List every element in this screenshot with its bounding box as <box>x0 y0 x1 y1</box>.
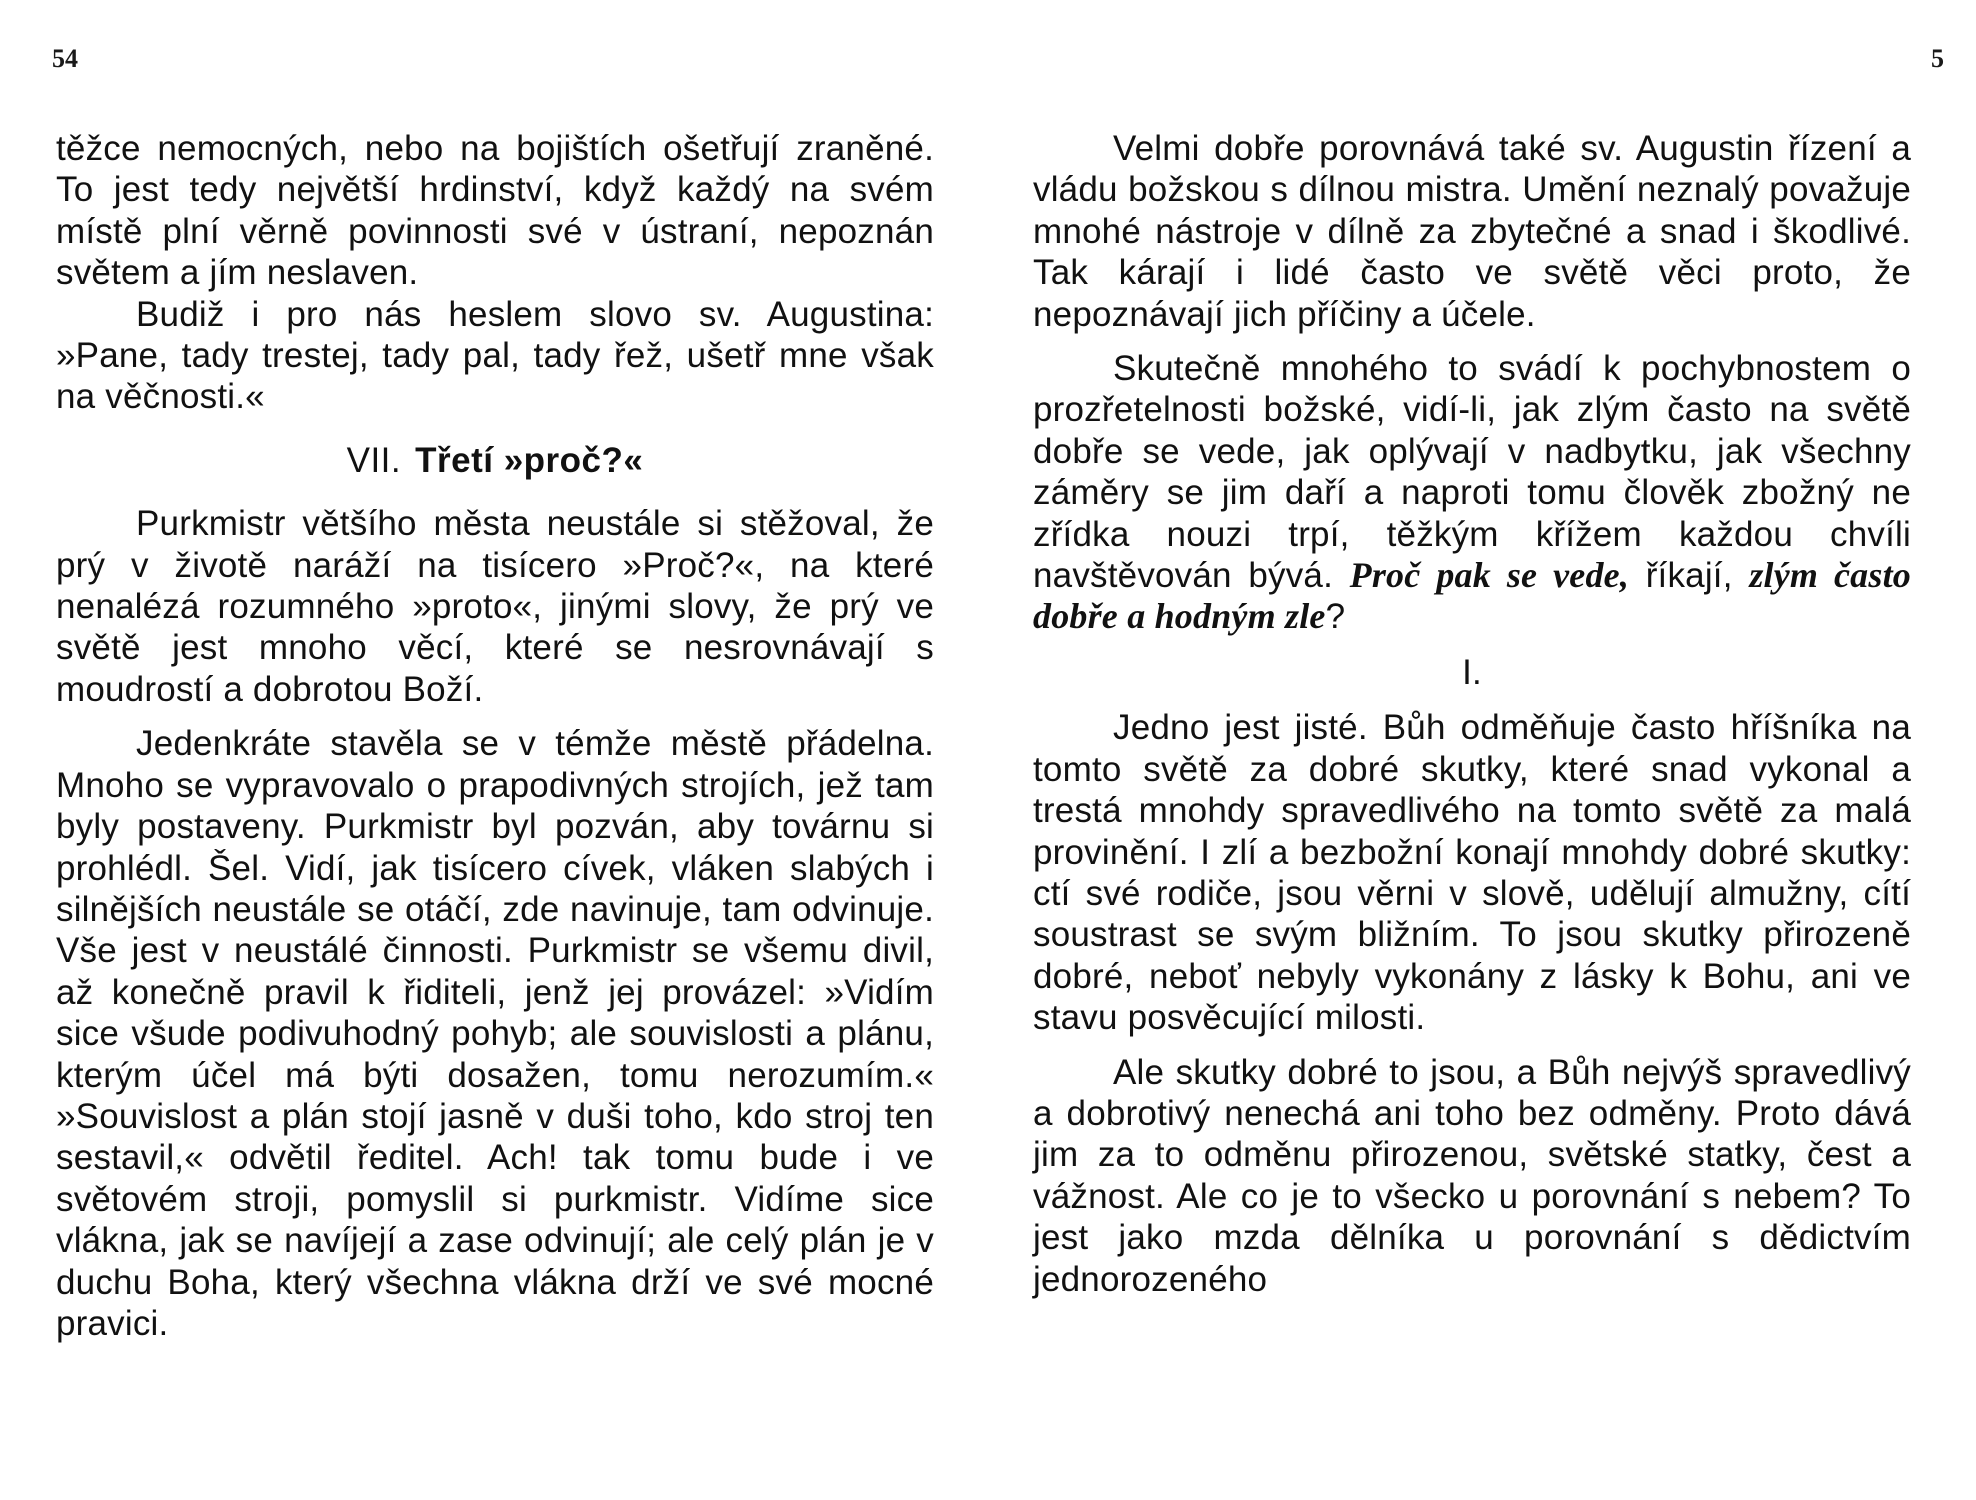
right-paragraph-1: Velmi dobře porovnává také sv. Augustin řízení a vládu božskou s dílnou mistra. Umění neznalý považuje mnohé nástroje v dílně za zbytečné a snad i škodlivé. Tak kárají i lidé často ve světě věci proto, že nepoznávají jich příčiny a účele. <box>1033 129 1911 334</box>
left-page-number: 54 <box>52 44 78 73</box>
italic-phrase-2: zlým často dobře a hodným zle <box>1033 555 1911 637</box>
left-paragraph-2: Budiž i pro nás heslem slovo sv. Augustina: »Pane, tady trestej, tady pal, tady řež, ušetř mne však na věčnosti.« <box>56 294 934 417</box>
right-paragraph-4: Ale skutky dobré to jsou, a Bůh nejvýš spravedlivý a dobrotivý nenechá ani toho bez odměny. Proto dává jim za to odměnu přirozenou, světské statky, čest a vážnost. Ale co je to všecko u porovnání s nebem? To jest jako mzda dělníka u porovnání s dědictvím jednorozeného <box>1033 1052 1911 1299</box>
right-paragraph-3: Jedno jest jisté. Bůh odměňuje často hříšníka na tomto světě za dobré skutky, které snad vykonal a trestá mnohdy spravedlivého na tomto světě za malá provinění. I zlí a bezbožní konají mnohdy dobré skutky: ctí své rodiče, jsou věrni v slově, udělují almužny, cítí soustrast se svým bližním. To jsou skutky přirozeně dobré, neboť nebyly vykonány z lásky k Bohu, ani ve stavu posvěcující milosti. <box>1033 708 1911 1038</box>
right-page-number: 5 <box>1931 44 1944 73</box>
right-page <box>988 0 1976 1500</box>
chapter-number: VII. <box>346 440 402 480</box>
left-paragraph-4: Jedenkráte stavěla se v témže městě přádelna. Mnoho se vypravovalo o prapodivných strojích, jež tam byly postaveny. Purkmistr byl pozván, aby továrnu si prohlédl. Šel. Vidí, jak tisícero cívek, vláken slabých i silnějších neustále se otáčí, zde navinuje, tam odvinuje. Vše jest v neustálé činnosti. Purkmistr se všemu divil, až konečně pravil k řiditeli, jenž jej provázel: »Vidím sice všude podivuhodný pohyb; ale souvislosti a plánu, kterým účel má býti dosažen, tomu nerozumím.« »Souvislost a plán stojí jasně v duši toho, kdo stroj ten sestavil,« odvětil ředitel. Ach! tak tomu bude i ve světovém stroji, pomyslil si purkmistr. Vidíme sice vlákna, jak se navíjejí a zase odvinují; ale celý plán je v duchu Boha, který všechna vlákna drží ve své mocné pravici. <box>56 724 934 1343</box>
right-paragraph-2-end: ? <box>1325 597 1346 637</box>
left-page-text <box>56 128 934 1344</box>
section-heading: I. <box>1462 652 1482 692</box>
chapter-heading <box>56 440 934 481</box>
right-paragraph-2-middle: říkají, <box>1645 556 1733 596</box>
right-page-text <box>1033 128 1911 1300</box>
left-paragraph-3: Purkmistr většího města neustále si stěžoval, že prý v životě naráží na tisícero »Proč?«, na které nenalézá rozumného »proto«, jinými slovy, že prý ve světě jest mnoho věcí, které se nesrovnávají s moudrostí a dobrotou Boží. <box>56 504 934 709</box>
right-paragraph-2-text: Skutečně mnohého to svádí k pochybnostem o prozřetelnosti božské, vidí-li, jak zlým často na světě dobře se vede, jak oplývají v nadbytku, jak všechny záměry se jim daří a naproti tomu člověk zbožný ne zřídka nouzi trpí, těžkým křížem každou chvíli navštěvován bývá. <box>1033 349 1911 596</box>
italic-phrase-1: Proč pak se vede, <box>1349 555 1630 596</box>
chapter-title: Třetí »proč?« <box>415 440 644 480</box>
left-paragraph-1: těžce nemocných, nebo na bojištích ošetřují zraněné. To jest tedy největší hrdinství, když každý na svém místě plní věrně povinnosti své v ústraní, nepoznán světem a jím neslaven. <box>56 129 934 293</box>
right-paragraph-2 <box>1033 348 1911 638</box>
